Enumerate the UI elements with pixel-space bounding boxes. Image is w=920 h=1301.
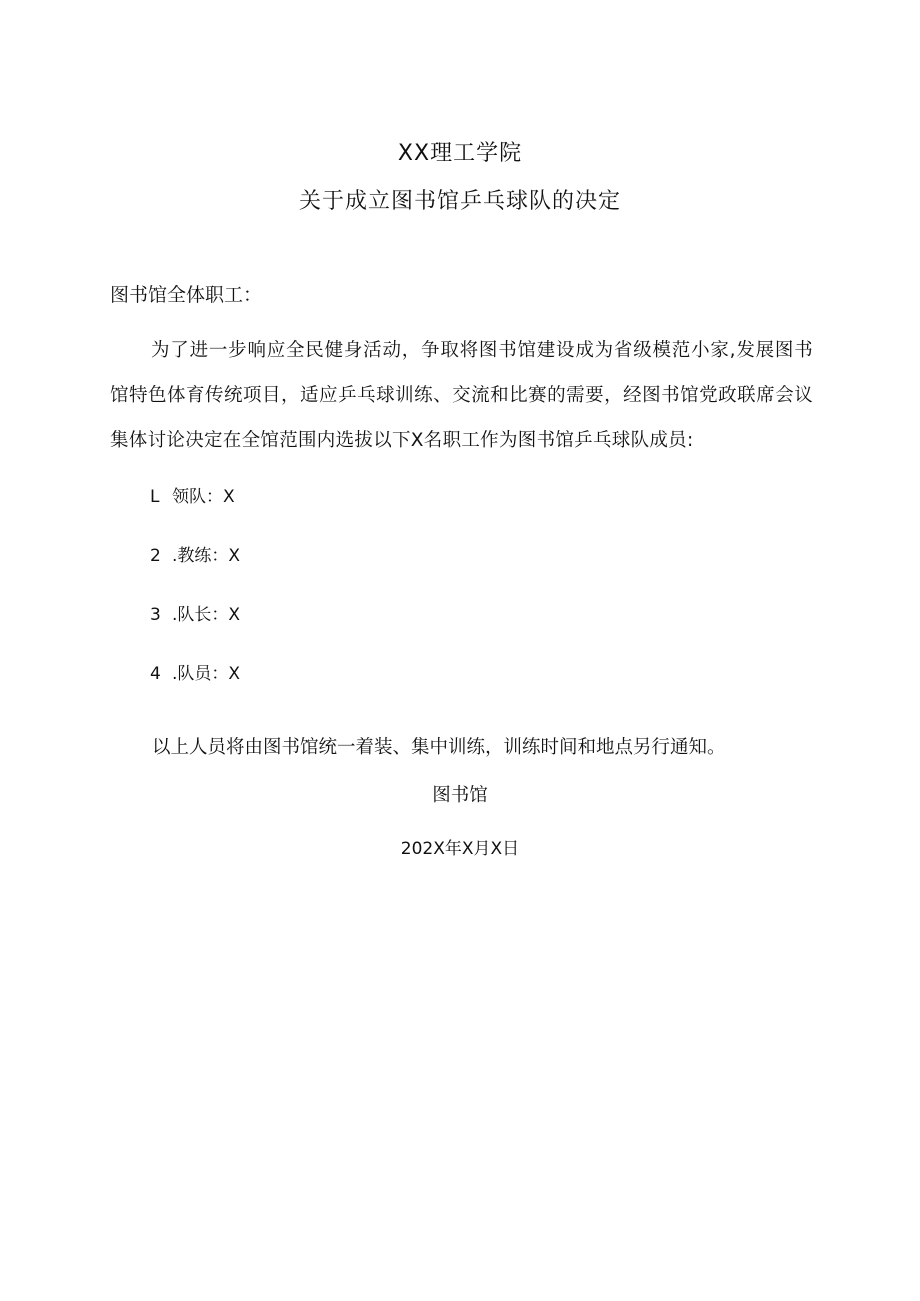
list-item-members xyxy=(150,659,240,684)
document-title-subject: 关于成立图书馆乒乓球队的决定 xyxy=(298,189,621,214)
list-item-leader xyxy=(150,482,235,507)
signature-date: 202X年X月X日 xyxy=(400,839,520,859)
signature-organization: 图书馆 xyxy=(432,785,488,806)
list-item-label: .队员：X xyxy=(172,664,241,684)
list-item-coach xyxy=(150,541,240,566)
salutation: 图书馆全体职工： xyxy=(110,284,263,306)
list-item-number: 4 xyxy=(150,664,161,684)
list-item-label: 领队：X xyxy=(172,487,235,507)
list-item-number: L xyxy=(150,487,160,507)
list-item-number: 2 xyxy=(150,546,161,566)
list-item-label: .队长：X xyxy=(172,605,241,625)
closing-paragraph: 以上人员将由图书馆统一着装、集中训练，训练时间和地点另行通知。 xyxy=(152,737,726,758)
list-item-captain xyxy=(150,600,240,625)
list-item-number: 3 xyxy=(150,605,161,625)
body-paragraph: 为了进一步响应全民健身活动，争取将图书馆建设成为省级模范小家,发展图书馆特色体育传统项目，适应乒乓球训练、交流和比赛的需要，经图书馆党政联席会议集体讨论决定在全馆范围内选拔以下X名职工作为图书馆乒乓球队成员: xyxy=(110,340,813,451)
document-title-institution: XX理工学院 xyxy=(397,141,523,166)
list-item-label: .教练：X xyxy=(172,546,241,566)
